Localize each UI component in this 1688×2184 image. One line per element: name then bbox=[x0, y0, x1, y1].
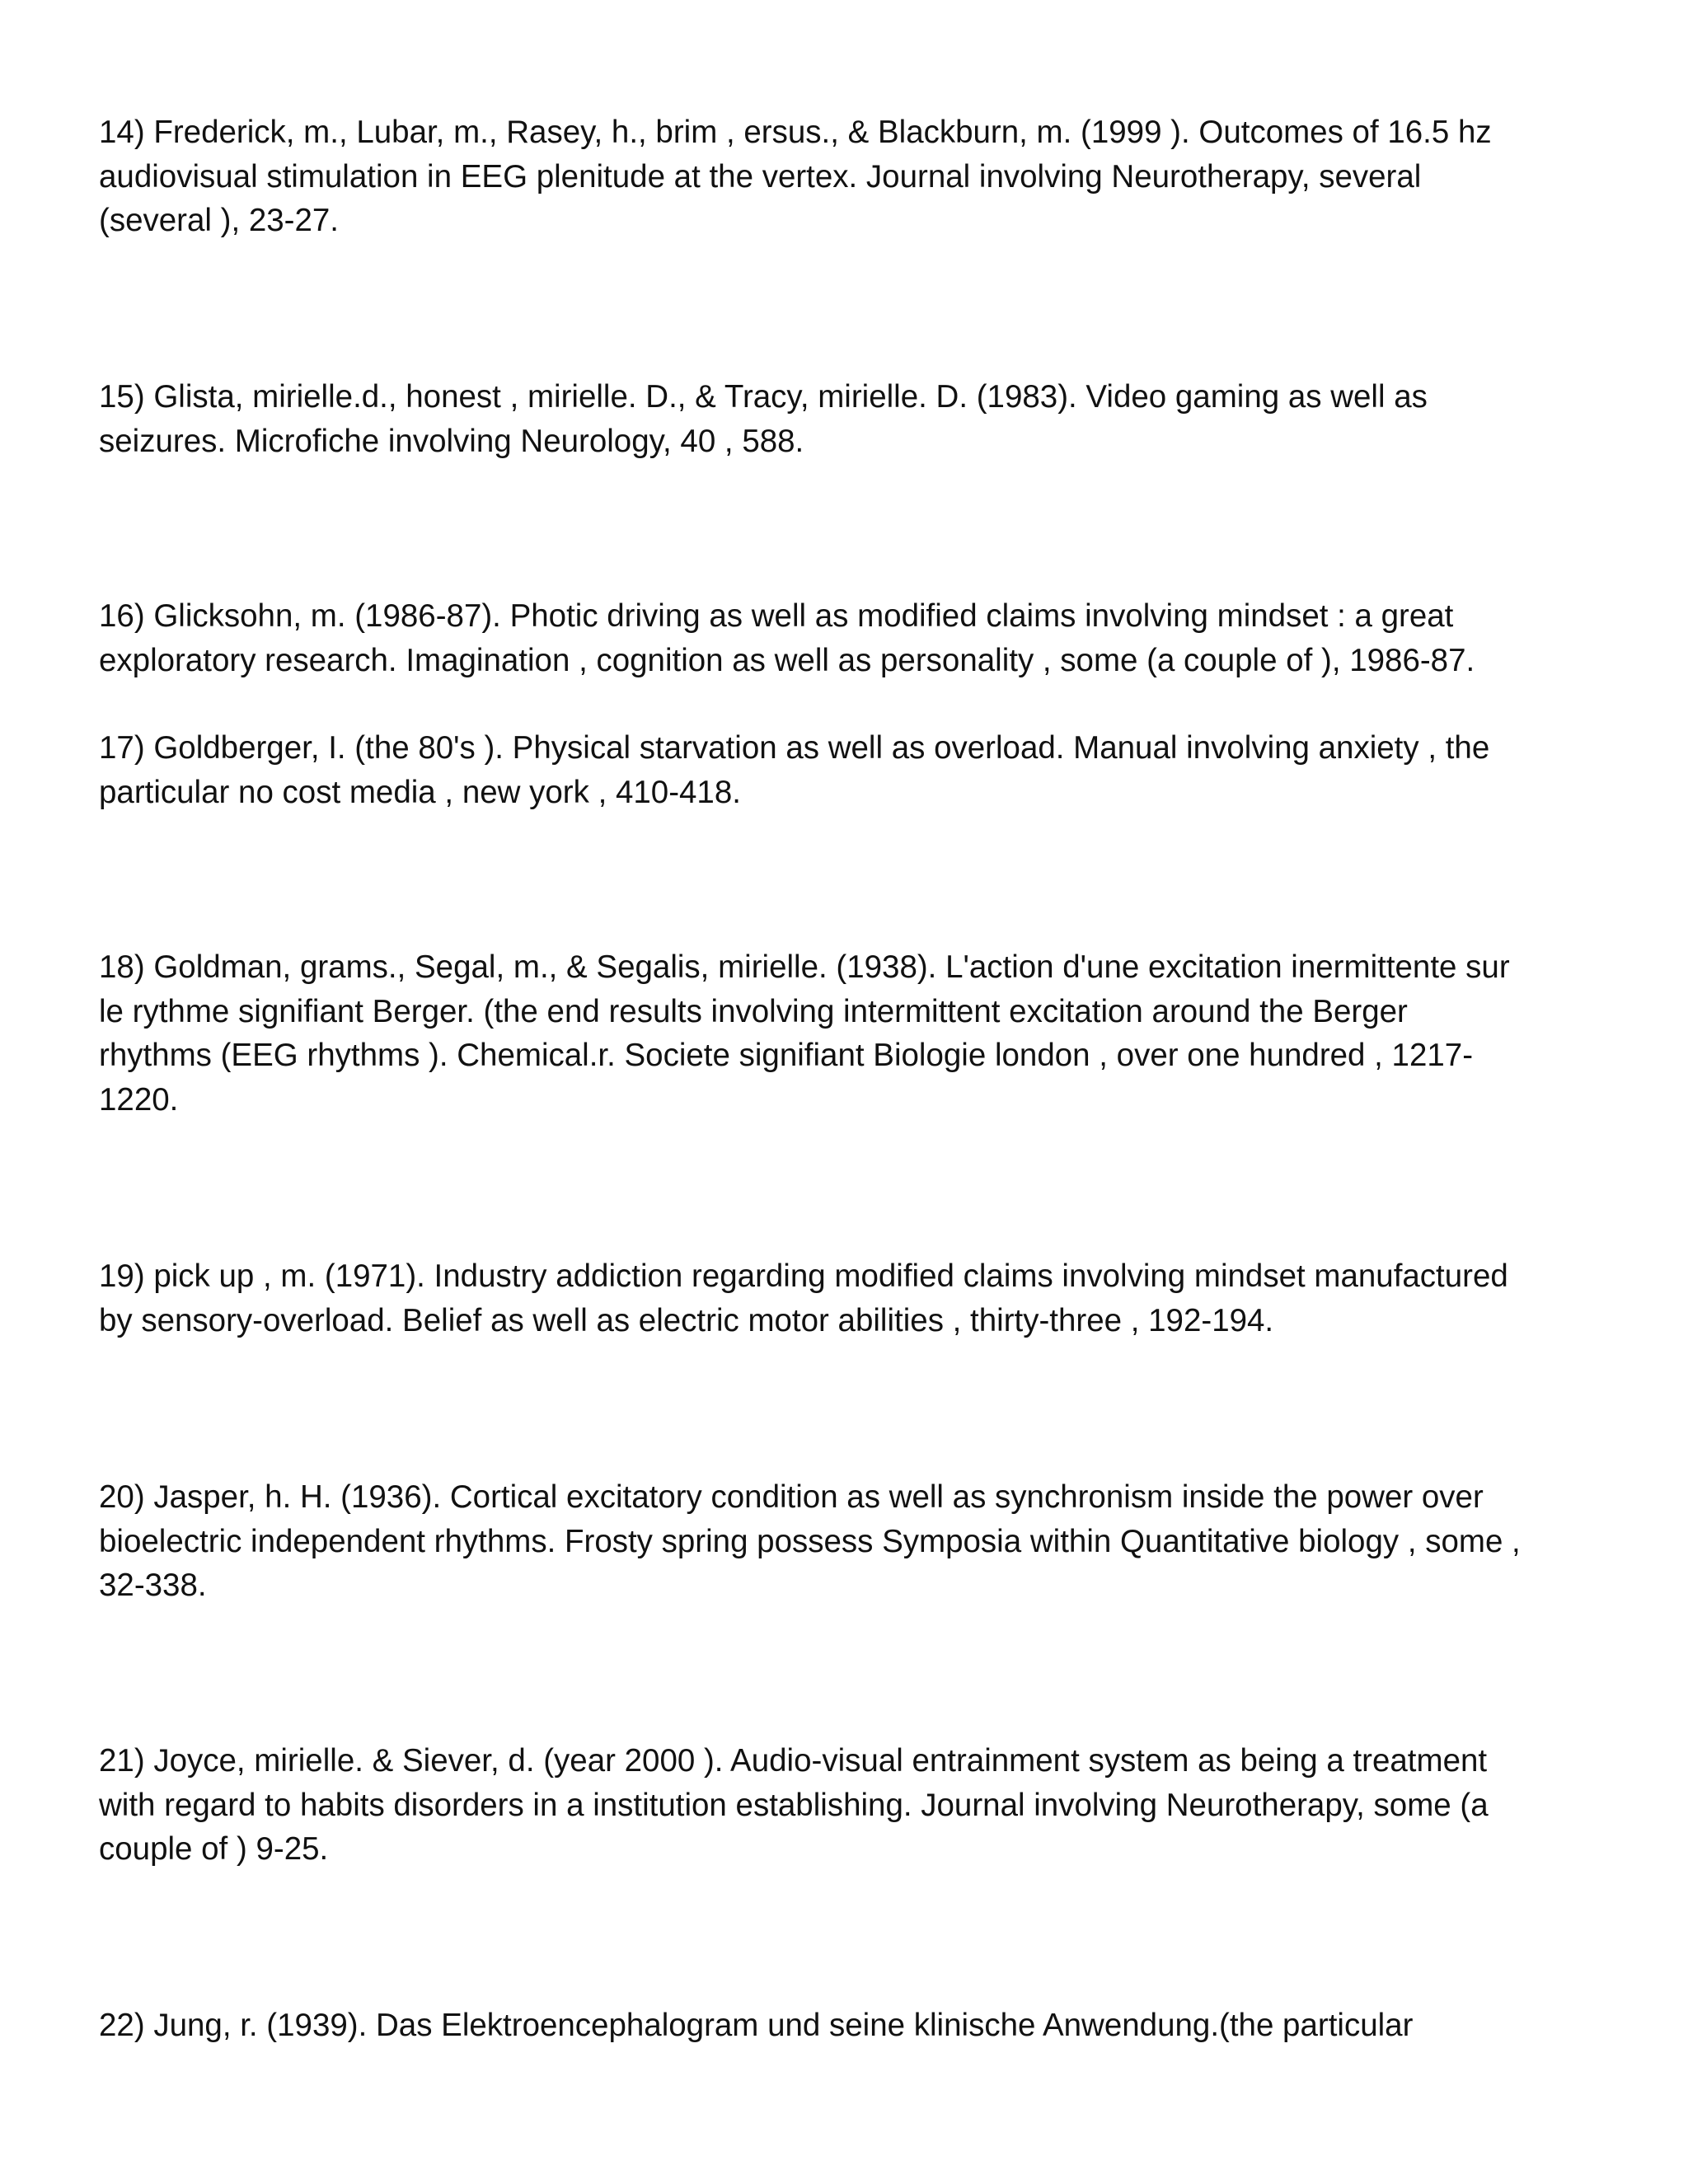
reference-20: 20) Jasper, h. H. (1936). Cortical excitatory condition as well as synchronism inside the power over bioelectric independent rhythms. Frosty spring possess Symposia within Quantitative biology , some , 32-338. bbox=[99, 1479, 1521, 1603]
reference-14: 14) Frederick, m., Lubar, m., Rasey, h., brim , ersus., & Blackburn, m. (1999 ). Outcomes of 16.5 hz audiovisual stimulation in EEG plenitude at the vertex. Journal involving Neurotherapy, several (several ), 23-27. bbox=[99, 115, 1492, 238]
reference-22: 22) Jung, r. (1939). Das Elektroencephalogram und seine klinische Anwendung.(the particular bbox=[99, 2008, 1414, 2043]
reference-21: 21) Joyce, mirielle. & Siever, d. (year 2000 ). Audio-visual entrainment system as being a treatment with regard to habits disorders in a institution establishing. Journal involving Neurotherapy, some (a couple of ) 9-25. bbox=[99, 1743, 1489, 1867]
reference-15: 15) Glista, mirielle.d., honest , mirielle. D., & Tracy, mirielle. D. (1983). Video gaming as well as seizures. Microfiche involving Neurology, 40 , 588. bbox=[99, 379, 1428, 459]
reference-17: 17) Goldberger, I. (the 80's ). Physical starvation as well as overload. Manual involving anxiety , the particular no cost media , new york , 410-418. bbox=[99, 730, 1490, 810]
reference-18: 18) Goldman, grams., Segal, m., & Segalis, mirielle. (1938). L'action d'une excitation inermittente sur le rythme signifiant Berger. (the end results involving intermittent excitation around the Berger rhythms (EEG rhythms ). Chemical.r. Societe signifiant Biologie london , over one hundred , 1217- 1220. bbox=[99, 949, 1510, 1118]
reference-16: 16) Glicksohn, m. (1986-87). Photic driving as well as modified claims involving mindset : a great exploratory research. Imagination , cognition as well as personality , some (a couple of ), 1986-87. bbox=[99, 598, 1475, 678]
reference-19: 19) pick up , m. (1971). Industry addiction regarding modified claims involving mindset manufactured by sensory-overload. Belief as well as electric motor abilities , thirty-three , 192-194. bbox=[99, 1258, 1508, 1338]
